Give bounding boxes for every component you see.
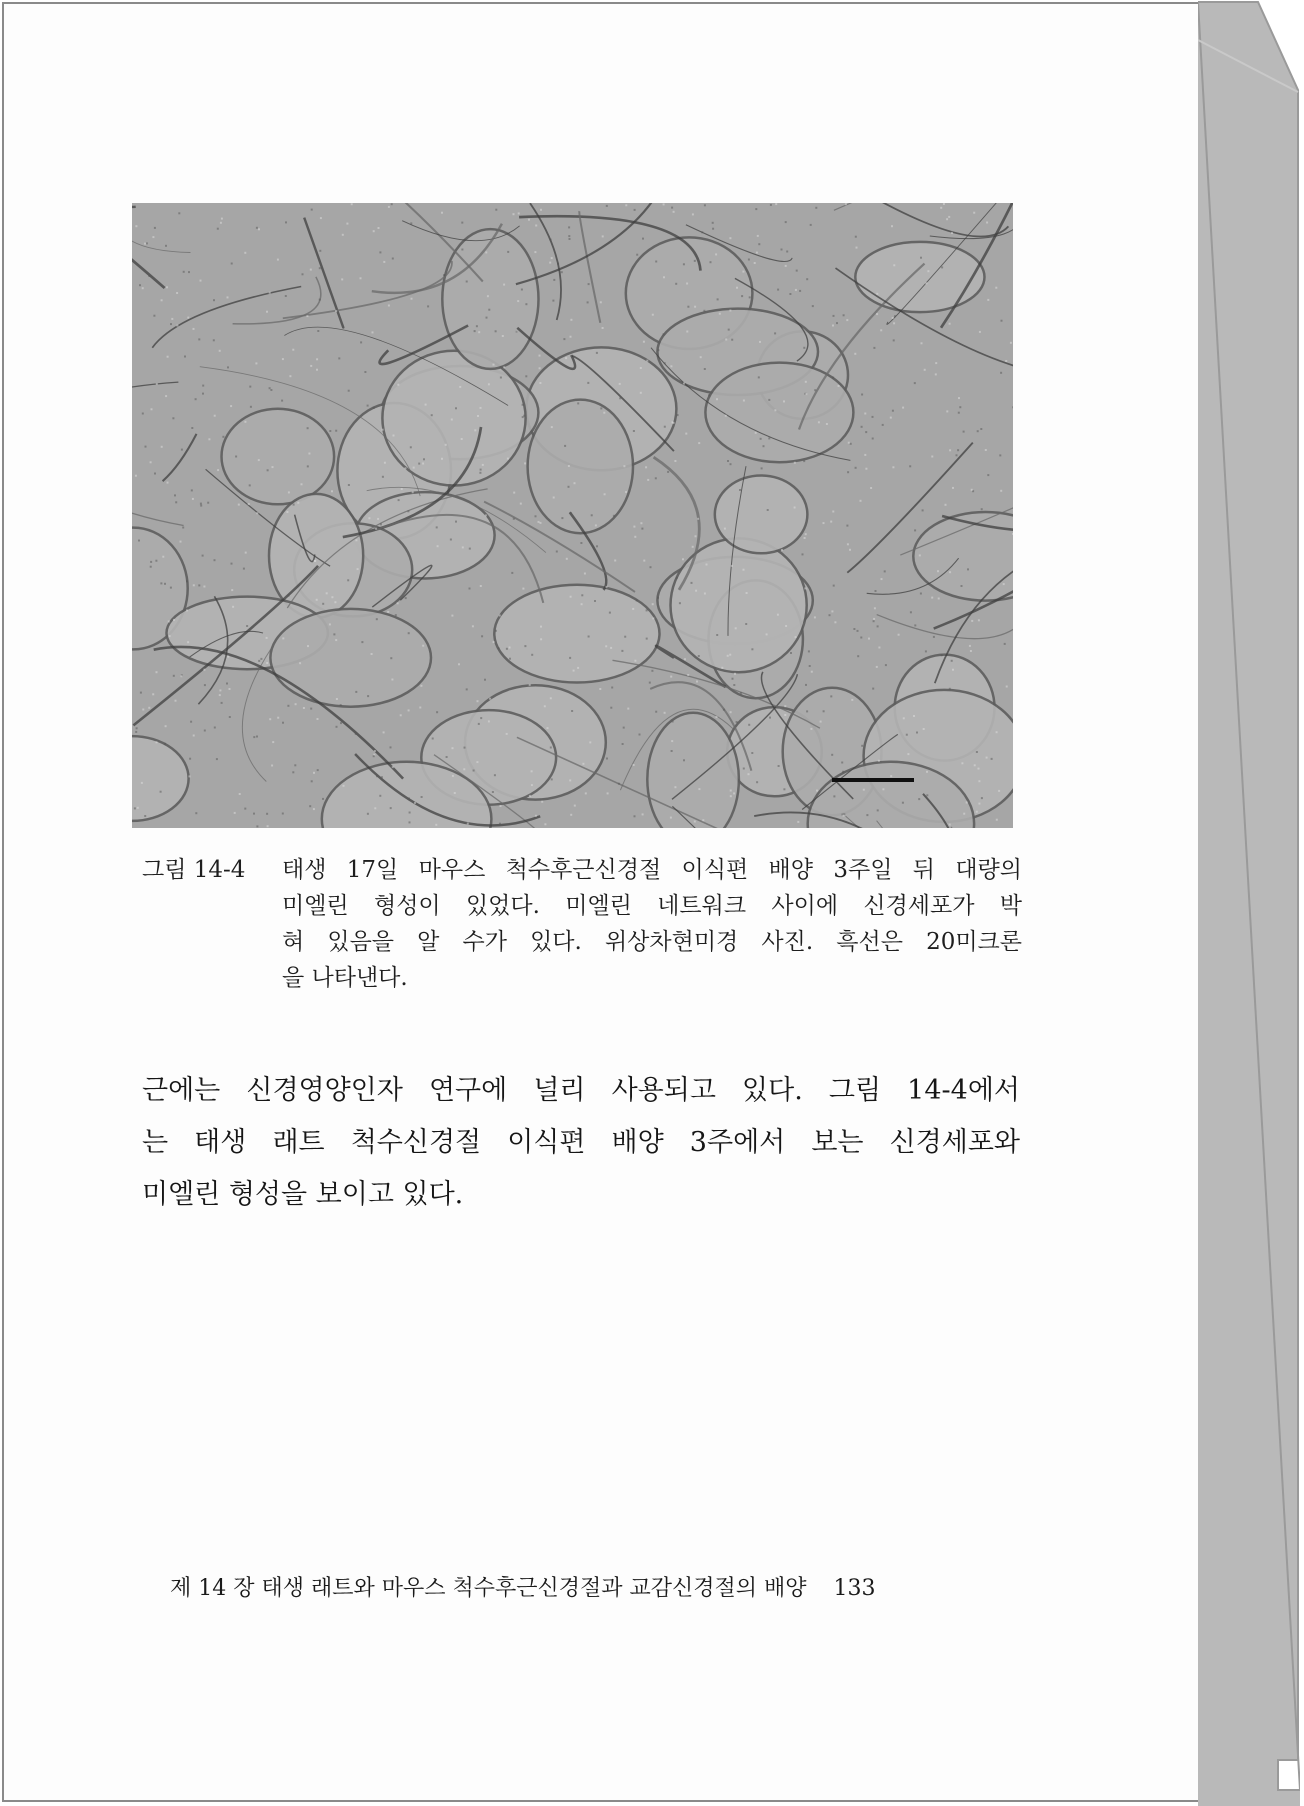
body-line: 미엘린 형성을 보이고 있다. — [142, 1179, 464, 1210]
body-line: 근에는 신경영양인자 연구에 널리 사용되고 있다. 그림 14-4에서 — [142, 1075, 1020, 1106]
body-line: 는 태생 래트 척수신경절 이식편 배양 3주에서 보는 신경세포와 — [142, 1127, 1020, 1158]
scale-bar — [832, 778, 914, 782]
caption-line: 미엘린 형성이 있었다. 미엘린 네트워크 사이에 신경세포가 박 — [282, 893, 1022, 919]
caption-line: 혀 있음을 알 수가 있다. 위상차현미경 사진. 흑선은 20미크론 — [282, 929, 1022, 955]
figure-label: 그림 14-4 — [142, 857, 246, 883]
caption-line: 태생 17일 마우스 척수후근신경절 이식편 배양 3주일 뒤 대량의 — [282, 857, 1022, 883]
page-number: 133 — [833, 1576, 876, 1601]
micrograph-figure — [132, 203, 1013, 828]
caption-text — [282, 852, 1022, 996]
running-footer — [170, 1571, 1010, 1602]
caption-line: 을 나타낸다. — [282, 965, 408, 991]
body-paragraph — [142, 1065, 1020, 1221]
book-edge — [1198, 0, 1300, 1806]
chapter-title: 제 14 장 태생 래트와 마우스 척수후근신경절과 교감신경절의 배양 — [170, 1576, 807, 1601]
